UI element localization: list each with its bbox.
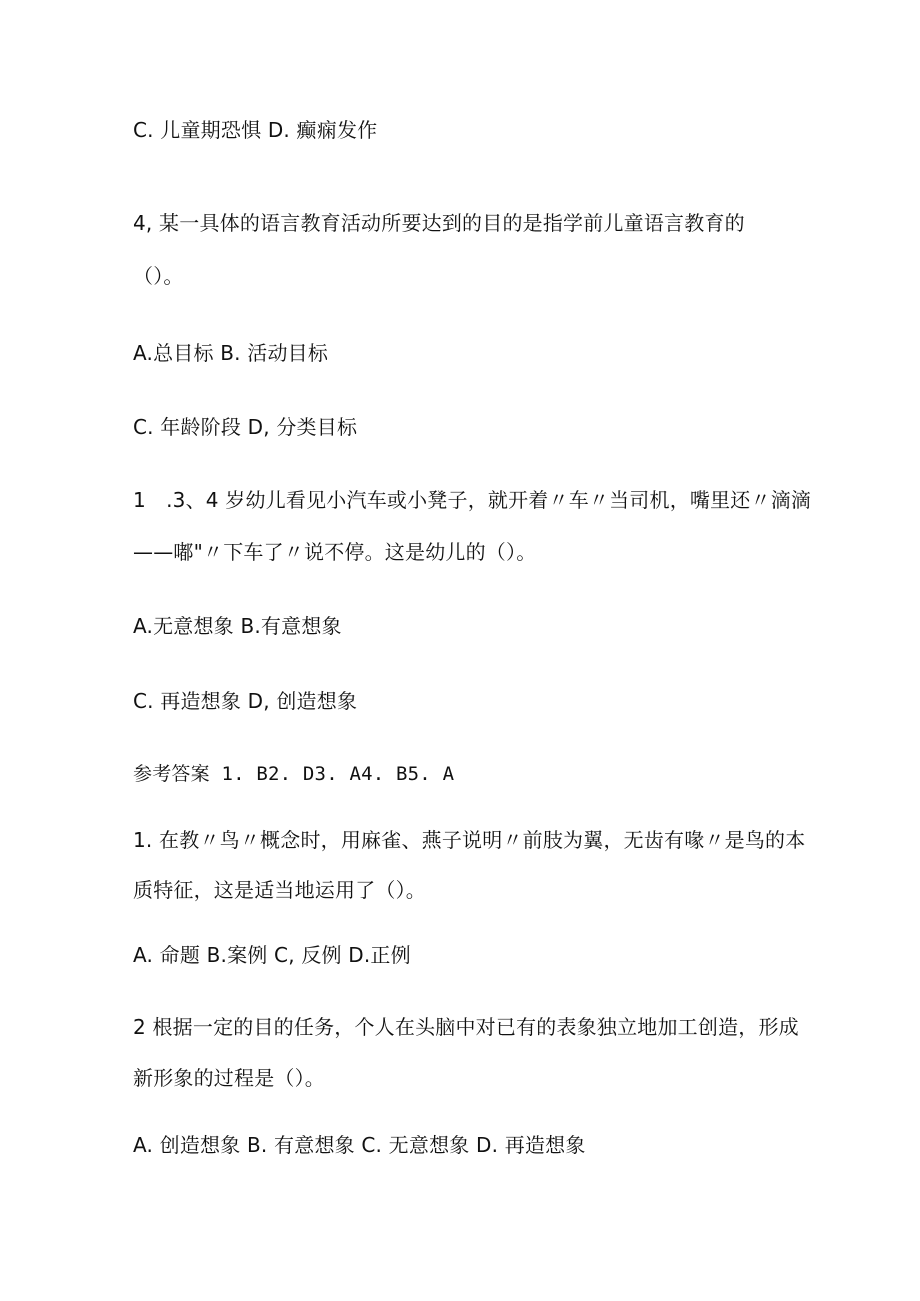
option-line: A. 创造想象 B. 有意想象 C. 无意想象 D. 再造想象 (133, 1133, 586, 1157)
option-line: C. 再造想象 D, 创造想象 (133, 689, 358, 713)
option-line: C. 儿童期恐惧 D. 癫痫发作 (133, 118, 378, 142)
option-line: A.无意想象 B.有意想象 (133, 614, 342, 638)
question-line: ——嘟"〃下车了〃说不停。这是幼儿的（）。 (133, 540, 537, 564)
question-line: 2 根据一定的目的任务，个人在头脑中对已有的表象独立地加工创造，形成 (133, 1015, 799, 1039)
question-line: 1. 在教〃鸟〃概念时，用麻雀、燕子说明〃前肢为翼，无齿有喙〃是鸟的本 (133, 828, 806, 852)
question-line: 新形象的过程是（）。 (133, 1066, 325, 1090)
question-line: 1 .3、4 岁幼儿看见小汽车或小凳子，就开着〃车〃当司机，嘴里还〃滴滴 (133, 488, 812, 512)
option-line: A. 命题 B.案例 C, 反例 D.正例 (133, 943, 411, 967)
question-line: 质特征，这是适当地运用了（）。 (133, 878, 426, 902)
option-line: A.总目标 B. 活动目标 (133, 341, 329, 365)
question-line: 4, 某一具体的语言教育活动所要达到的目的是指学前儿童语言教育的 (133, 211, 745, 235)
option-line: C. 年龄阶段 D, 分类目标 (133, 415, 358, 439)
answer-key: 参考答案 1. B2. D3. A4. B5. A (133, 763, 455, 785)
question-line: （）。 (133, 264, 184, 288)
